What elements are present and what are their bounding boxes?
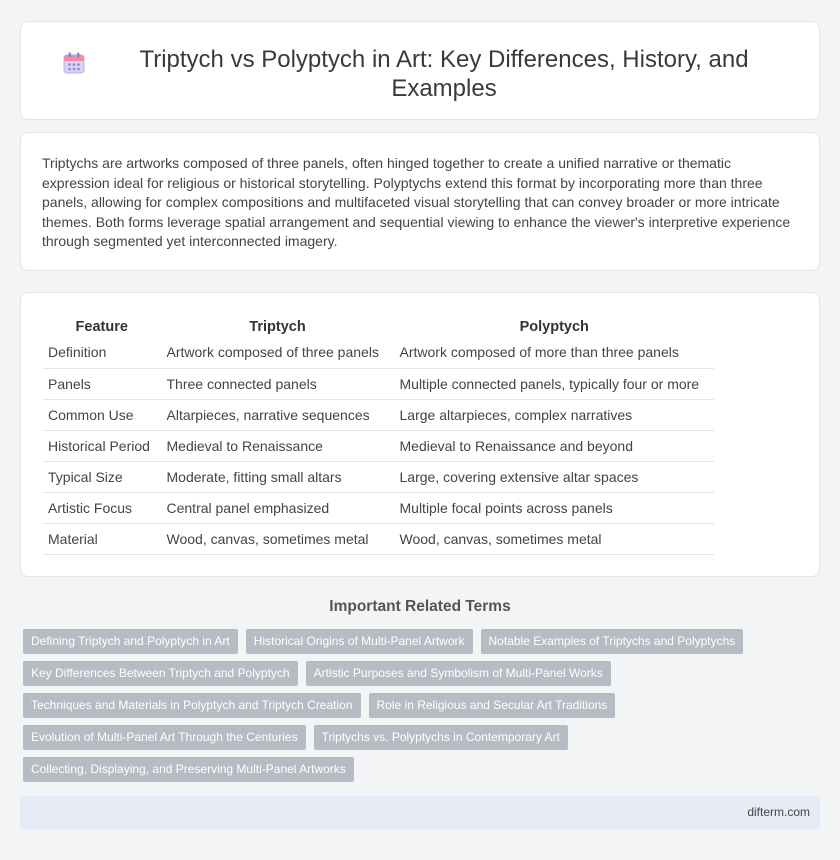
comparison-card [20, 292, 820, 577]
header-polyptych: Polyptych [394, 314, 714, 337]
cell-polyptych: Multiple focal points across panels [394, 492, 714, 523]
header-triptych: Triptych [161, 314, 394, 337]
related-term-link[interactable]: Evolution of Multi-Panel Art Through the Centuries [23, 725, 306, 750]
related-term-link[interactable]: Artistic Purposes and Symbolism of Multi-Panel Works [306, 661, 611, 686]
cell-triptych: Three connected panels [161, 368, 394, 399]
cell-triptych: Medieval to Renaissance [161, 430, 394, 461]
cell-triptych: Altarpieces, narrative sequences [161, 399, 394, 430]
cell-triptych: Central panel emphasized [161, 492, 394, 523]
page-title: Triptych vs Polyptych in Art: Key Differences, History, and Examples [139, 46, 749, 102]
cell-feature: Artistic Focus [43, 492, 161, 523]
footer-site-name: difterm.com [747, 805, 810, 819]
related-term-link[interactable]: Role in Religious and Secular Art Traditions [369, 693, 616, 718]
table-row [43, 368, 714, 399]
related-term-link[interactable]: Techniques and Materials in Polyptych and Triptych Creation [23, 693, 361, 718]
intro-paragraph: Triptychs are artworks composed of three panels, often hinged together to create a unified narrative or thematic expression ideal for religious or historical storytelling. Polyptychs extend this format by incorporating more than three panels, allowing for complex compositions and multifaceted visual storytelling that can convey broader or more intricate themes. Both forms leverage spatial arrangement and sequential viewing to enhance the viewer's interpretive experience through segmented yet interconnected imagery. [42, 155, 791, 250]
related-term-link[interactable]: Defining Triptych and Polyptych in Art [23, 629, 238, 654]
cell-polyptych: Medieval to Renaissance and beyond [394, 430, 714, 461]
table-row [43, 399, 714, 430]
header-card [20, 21, 820, 120]
table-header-row [43, 314, 714, 337]
cell-triptych: Artwork composed of three panels [161, 337, 394, 368]
cell-feature: Material [43, 523, 161, 554]
cell-feature: Historical Period [43, 430, 161, 461]
cell-feature: Panels [43, 368, 161, 399]
intro-card [20, 132, 820, 271]
related-term-link[interactable]: Key Differences Between Triptych and Polyptych [23, 661, 298, 686]
related-term-link[interactable]: Historical Origins of Multi-Panel Artwork [246, 629, 473, 654]
cell-feature: Typical Size [43, 461, 161, 492]
table-row [43, 523, 714, 554]
table-row [43, 492, 714, 523]
related-term-link[interactable]: Notable Examples of Triptychs and Polyptychs [481, 629, 744, 654]
header-feature: Feature [75, 319, 128, 335]
related-term-link[interactable]: Collecting, Displaying, and Preserving Multi-Panel Artworks [23, 757, 354, 782]
comparison-table [43, 314, 714, 555]
footer-bar [20, 796, 820, 830]
table-row [43, 430, 714, 461]
related-terms-heading: Important Related Terms [329, 598, 511, 615]
cell-feature: Definition [43, 337, 161, 368]
cell-polyptych: Large altarpieces, complex narratives [394, 399, 714, 430]
cell-triptych: Moderate, fitting small altars [161, 461, 394, 492]
cell-triptych: Wood, canvas, sometimes metal [161, 523, 394, 554]
cell-polyptych: Multiple connected panels, typically four or more [394, 368, 714, 399]
table-row [43, 461, 714, 492]
cell-polyptych: Artwork composed of more than three panels [394, 337, 714, 368]
cell-polyptych: Wood, canvas, sometimes metal [394, 523, 714, 554]
cell-polyptych: Large, covering extensive altar spaces [394, 461, 714, 492]
cell-feature: Common Use [43, 399, 161, 430]
table-row [43, 337, 714, 368]
related-term-link[interactable]: Triptychs vs. Polyptychs in Contemporary Art [314, 725, 568, 750]
calendar-icon [61, 50, 87, 76]
related-terms-list [23, 629, 803, 789]
